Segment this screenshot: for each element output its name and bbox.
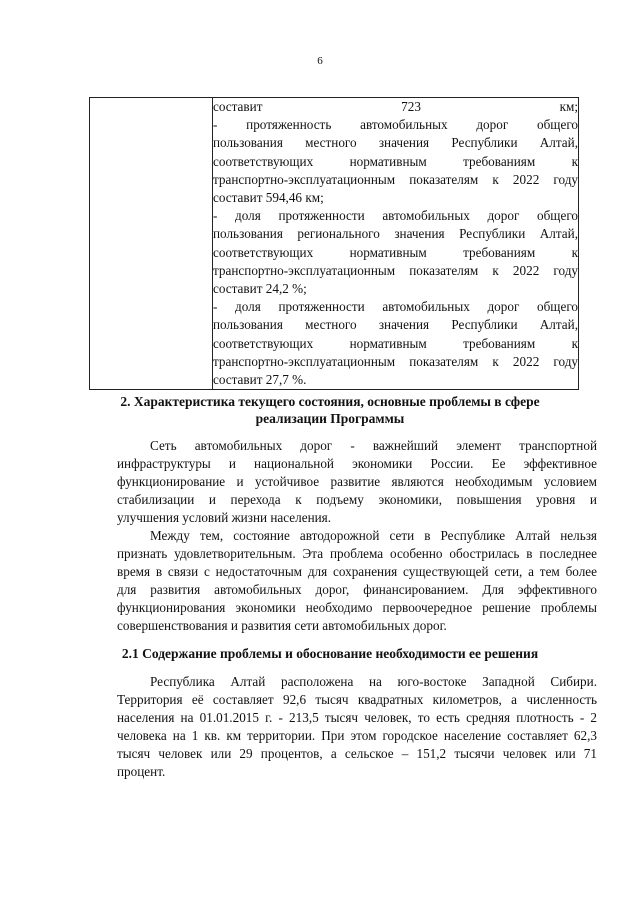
cell-line: соответствующих нормативным требованиям к (213, 153, 578, 169)
section-2-1-title: 2.1 Содержание проблемы и обоснование необходимости ее решения (121, 646, 539, 661)
cell-line: составит 723 км; (213, 99, 578, 114)
cell-line: - доля протяженности автомобильных дорог общего (213, 299, 578, 315)
cell-line: соответствующих нормативным требованиям к (213, 335, 578, 351)
cell-line: транспортно-эксплуатационным показателям к 2022 году (213, 171, 578, 187)
paragraph-line: тысяч человек или 29 процентов, а сельское – 151,2 тысячи человек или 71 (117, 746, 597, 761)
continuation-table (89, 97, 579, 390)
table-left-cell (90, 98, 213, 390)
cell-line: пользования местного значения Республики Алтай, (213, 317, 578, 333)
section-2-title-line2: реализации Программы (255, 411, 405, 426)
cell-line: составит 24,2 %; (213, 281, 307, 297)
paragraph-line: человека на 1 кв. км территории. При этом городское население составляет 62,3 (117, 728, 597, 743)
paragraph-line: для развития автомобильных дорог, финансированием. Для эффективного (117, 582, 597, 597)
paragraph-line: Сеть автомобильных дорог - важнейший элемент транспортной (150, 438, 597, 453)
cell-line: - доля протяженности автомобильных дорог общего (213, 208, 578, 224)
cell-line: пользования регионального значения Республики Алтай, (213, 226, 578, 242)
paragraph-line: стабилизации и перехода к подъему экономики, повышения уровня и (117, 492, 597, 507)
paragraph-line: процент. (117, 764, 166, 779)
paragraph-line: улучшения условий жизни населения. (117, 510, 332, 525)
cell-line: транспортно-эксплуатационным показателям к 2022 году (213, 262, 578, 278)
cell-line: составит 594,46 км; (213, 190, 324, 206)
paragraph-line: Территория её составляет 92,6 тысяч квадратных километров, а численность (117, 692, 597, 707)
section-2-title-line1: 2. Характеристика текущего состояния, основные проблемы в сфере (120, 394, 540, 409)
paragraph-line: совершенствования и развития сети автомобильных дорог. (117, 618, 447, 633)
cell-line: - протяженность автомобильных дорог общего (213, 117, 578, 133)
table-right-cell (213, 98, 579, 390)
page-number: 6 (317, 55, 323, 67)
cell-line: транспортно-эксплуатационным показателям к 2022 году (213, 353, 578, 369)
paragraph-line: функционирования экономики необходимо первоочередное решение проблемы (117, 600, 597, 615)
paragraph-line: Между тем, состояние автодорожной сети в Республике Алтай нельзя (150, 528, 597, 543)
paragraph-line: признать удовлетворительным. Эта проблема особенно обострилась в последнее (117, 546, 597, 561)
table-row (90, 98, 579, 390)
paragraph-line: функционирование и устойчивое развитие являются необходимым условием (117, 474, 597, 489)
cell-line: составит 27,7 %. (213, 372, 307, 388)
paragraph-line: населения на 01.01.2015 г. - 213,5 тысяч человек, то есть средняя плотность - 2 (117, 710, 597, 725)
paragraph-line: Республика Алтай расположена на юго-востоке Западной Сибири. (150, 674, 597, 689)
paragraph-line: время в связи с недостаточным для сохранения существующей сети, а тем более (117, 564, 597, 579)
paragraph-line: инфраструктуры и национальной экономики России. Ее эффективное (117, 456, 597, 471)
cell-line: соответствующих нормативным требованиям к (213, 244, 578, 260)
cell-line: пользования местного значения Республики Алтай, (213, 135, 578, 151)
